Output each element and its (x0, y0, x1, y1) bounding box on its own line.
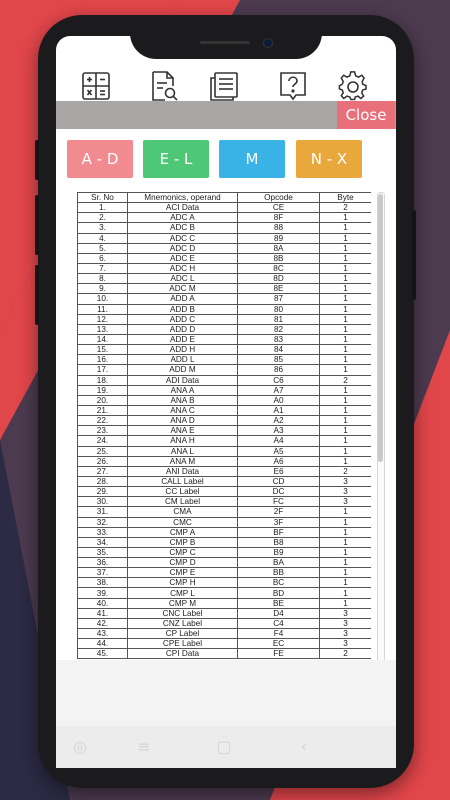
cell-opcode: 84 (238, 345, 320, 355)
cell-byte: 1 (320, 243, 372, 253)
cell-opcode: A5 (238, 446, 320, 456)
table-row[interactable] (78, 446, 372, 456)
cell-sr-no: 16. (78, 355, 128, 365)
cell-opcode: 82 (238, 324, 320, 334)
filter-m-button[interactable]: M (219, 140, 285, 178)
table-row[interactable] (78, 588, 372, 598)
cell-opcode: CE (238, 203, 320, 213)
table-row[interactable] (78, 365, 372, 375)
table-row[interactable] (78, 375, 372, 385)
circle-icon[interactable]: ◎ (73, 737, 87, 756)
cell-byte: 1 (320, 263, 372, 273)
cell-byte: 1 (320, 456, 372, 466)
cell-opcode: BF (238, 527, 320, 537)
cell-sr-no: 17. (78, 365, 128, 375)
cell-mnemonic: ADC B (128, 223, 238, 233)
cell-mnemonic: ADI Data (128, 375, 238, 385)
cell-mnemonic: ANA H (128, 436, 238, 446)
cell-byte: 1 (320, 537, 372, 547)
table-row[interactable] (78, 568, 372, 578)
cell-mnemonic: CNZ Label (128, 618, 238, 628)
document-list-icon[interactable] (209, 70, 239, 102)
cell-sr-no: 5. (78, 243, 128, 253)
cell-sr-no: 43. (78, 629, 128, 639)
cell-byte: 1 (320, 436, 372, 446)
table-row[interactable] (78, 487, 372, 497)
cell-sr-no: 2. (78, 213, 128, 223)
filter-a-d-button[interactable]: A - D (67, 140, 133, 178)
cell-opcode: B9 (238, 547, 320, 557)
cell-sr-no: 18. (78, 375, 128, 385)
cell-sr-no: 15. (78, 345, 128, 355)
table-row[interactable] (78, 578, 372, 588)
cell-opcode: A0 (238, 395, 320, 405)
cell-opcode: 3F (238, 517, 320, 527)
cell-opcode: BB (238, 568, 320, 578)
scrollbar-thumb[interactable] (378, 194, 383, 462)
cell-mnemonic: ADD A (128, 294, 238, 304)
cell-byte: 2 (320, 375, 372, 385)
cell-sr-no: 11. (78, 304, 128, 314)
table-row[interactable] (78, 263, 372, 273)
cell-byte: 1 (320, 517, 372, 527)
table-row[interactable] (78, 253, 372, 263)
opcode-table-container[interactable] (77, 192, 371, 660)
cell-sr-no: 38. (78, 578, 128, 588)
cell-mnemonic: CMP M (128, 598, 238, 608)
cell-mnemonic: CC Label (128, 487, 238, 497)
cell-mnemonic: ADC D (128, 243, 238, 253)
cell-mnemonic: CM Label (128, 497, 238, 507)
cell-mnemonic: CMP L (128, 588, 238, 598)
table-row[interactable] (78, 274, 372, 284)
cell-sr-no: 30. (78, 497, 128, 507)
phone-side-button (35, 195, 39, 255)
cell-mnemonic: ADC H (128, 263, 238, 273)
cell-opcode: 8B (238, 253, 320, 263)
speaker (200, 41, 250, 44)
cell-sr-no: 40. (78, 598, 128, 608)
cell-byte: 1 (320, 284, 372, 294)
cell-mnemonic: ANA C (128, 405, 238, 415)
phone-power-button (412, 210, 416, 300)
cell-mnemonic: CPI Data (128, 649, 238, 659)
opcode-table (77, 192, 371, 659)
cell-opcode: 86 (238, 365, 320, 375)
cell-mnemonic: ADD D (128, 324, 238, 334)
table-row[interactable] (78, 476, 372, 486)
table-row[interactable] (78, 395, 372, 405)
cell-opcode: BA (238, 558, 320, 568)
cell-byte: 1 (320, 274, 372, 284)
cell-opcode: FC (238, 497, 320, 507)
cell-mnemonic: ANA M (128, 456, 238, 466)
bottom-area (56, 660, 396, 726)
cell-mnemonic: ADD M (128, 365, 238, 375)
cell-mnemonic: ADC E (128, 253, 238, 263)
cell-opcode: A7 (238, 385, 320, 395)
table-row[interactable] (78, 639, 372, 649)
cell-sr-no: 19. (78, 385, 128, 395)
table-row[interactable] (78, 314, 372, 324)
cell-mnemonic: ADD E (128, 334, 238, 344)
cell-opcode: A4 (238, 436, 320, 446)
cell-byte: 3 (320, 487, 372, 497)
cell-opcode: 89 (238, 233, 320, 243)
cell-opcode: 85 (238, 355, 320, 365)
cell-mnemonic: CMP A (128, 527, 238, 537)
table-row[interactable] (78, 324, 372, 334)
table-row[interactable] (78, 243, 372, 253)
cell-byte: 2 (320, 466, 372, 476)
cell-mnemonic: CMC (128, 517, 238, 527)
cell-opcode: 2F (238, 507, 320, 517)
cell-sr-no: 23. (78, 426, 128, 436)
table-row[interactable] (78, 304, 372, 314)
cell-opcode: BD (238, 588, 320, 598)
cell-sr-no: 4. (78, 233, 128, 243)
cell-mnemonic: ANI Data (128, 466, 238, 476)
cell-sr-no: 35. (78, 547, 128, 557)
header-opcode: Opcode (238, 193, 320, 203)
cell-sr-no: 10. (78, 294, 128, 304)
cell-byte: 1 (320, 334, 372, 344)
table-row[interactable] (78, 233, 372, 243)
table-row[interactable] (78, 436, 372, 446)
cell-mnemonic: CMP B (128, 537, 238, 547)
table-row[interactable] (78, 507, 372, 517)
cell-sr-no: 13. (78, 324, 128, 334)
cell-opcode: 80 (238, 304, 320, 314)
cell-byte: 3 (320, 608, 372, 618)
cell-opcode: EC (238, 639, 320, 649)
table-row[interactable] (78, 608, 372, 618)
phone-side-button (35, 140, 39, 180)
cell-opcode: 8F (238, 213, 320, 223)
cell-byte: 1 (320, 304, 372, 314)
cell-byte: 1 (320, 253, 372, 263)
cell-mnemonic: ADC L (128, 274, 238, 284)
cell-sr-no: 39. (78, 588, 128, 598)
table-row[interactable] (78, 345, 372, 355)
cell-byte: 3 (320, 618, 372, 628)
cell-sr-no: 21. (78, 405, 128, 415)
cell-opcode: 81 (238, 314, 320, 324)
table-row[interactable] (78, 203, 372, 213)
back-icon[interactable]: ‹ (300, 737, 308, 756)
cell-sr-no: 26. (78, 456, 128, 466)
table-row[interactable] (78, 213, 372, 223)
close-button[interactable]: Close (337, 101, 395, 129)
cell-byte: 1 (320, 395, 372, 405)
cell-opcode: CD (238, 476, 320, 486)
cell-sr-no: 31. (78, 507, 128, 517)
cell-mnemonic: CPE Label (128, 639, 238, 649)
cell-byte: 1 (320, 527, 372, 537)
cell-byte: 1 (320, 385, 372, 395)
cell-byte: 1 (320, 578, 372, 588)
camera (263, 38, 273, 48)
cell-mnemonic: ANA L (128, 446, 238, 456)
table-row[interactable] (78, 547, 372, 557)
help-icon[interactable] (278, 70, 308, 102)
table-row[interactable] (78, 517, 372, 527)
cell-mnemonic: ANA D (128, 416, 238, 426)
cell-opcode: 83 (238, 334, 320, 344)
cell-byte: 1 (320, 223, 372, 233)
cell-byte: 2 (320, 203, 372, 213)
cell-byte: 2 (320, 649, 372, 659)
table-row[interactable] (78, 355, 372, 365)
cell-opcode: C4 (238, 618, 320, 628)
cell-sr-no: 33. (78, 527, 128, 537)
cell-mnemonic: CMA (128, 507, 238, 517)
cell-byte: 1 (320, 588, 372, 598)
table-row[interactable] (78, 537, 372, 547)
cell-opcode: A1 (238, 405, 320, 415)
cell-mnemonic: ADD B (128, 304, 238, 314)
table-row[interactable] (78, 598, 372, 608)
cell-sr-no: 1. (78, 203, 128, 213)
cell-byte: 3 (320, 476, 372, 486)
table-row[interactable] (78, 618, 372, 628)
cell-mnemonic: CMP C (128, 547, 238, 557)
square-icon[interactable]: ▢ (216, 737, 232, 756)
header-sr-no: Sr. No (78, 193, 128, 203)
table-row[interactable] (78, 416, 372, 426)
cell-opcode: BE (238, 598, 320, 608)
menu-icon[interactable]: ≡ (137, 737, 151, 756)
cell-opcode: 87 (238, 294, 320, 304)
cell-opcode: F4 (238, 629, 320, 639)
table-row[interactable] (78, 385, 372, 395)
table-row[interactable] (78, 466, 372, 476)
cell-byte: 1 (320, 365, 372, 375)
cell-sr-no: 14. (78, 334, 128, 344)
gear-icon[interactable] (338, 70, 368, 102)
cell-opcode: 8A (238, 243, 320, 253)
cell-byte: 1 (320, 568, 372, 578)
cell-byte: 1 (320, 405, 372, 415)
cell-byte: 1 (320, 355, 372, 365)
cell-sr-no: 3. (78, 223, 128, 233)
cell-mnemonic: ADD H (128, 345, 238, 355)
cell-sr-no: 9. (78, 284, 128, 294)
cell-sr-no: 36. (78, 558, 128, 568)
cell-mnemonic: CMP H (128, 578, 238, 588)
cell-mnemonic: ADD C (128, 314, 238, 324)
cell-opcode: E6 (238, 466, 320, 476)
calculator-icon[interactable] (81, 70, 111, 102)
cell-sr-no: 28. (78, 476, 128, 486)
table-row[interactable] (78, 405, 372, 415)
cell-byte: 1 (320, 547, 372, 557)
cell-opcode: 88 (238, 223, 320, 233)
cell-opcode: A2 (238, 416, 320, 426)
table-row[interactable] (78, 497, 372, 507)
cell-opcode: 8C (238, 263, 320, 273)
cell-byte: 1 (320, 507, 372, 517)
filter-e-l-button[interactable]: E - L (143, 140, 209, 178)
cell-sr-no: 37. (78, 568, 128, 578)
cell-sr-no: 12. (78, 314, 128, 324)
cell-opcode: A6 (238, 456, 320, 466)
table-row[interactable] (78, 456, 372, 466)
cell-byte: 1 (320, 233, 372, 243)
cell-sr-no: 44. (78, 639, 128, 649)
cell-opcode: C6 (238, 375, 320, 385)
cell-mnemonic: ANA B (128, 395, 238, 405)
table-row[interactable] (78, 629, 372, 639)
table-row[interactable] (78, 294, 372, 304)
cell-mnemonic: ADC M (128, 284, 238, 294)
cell-opcode: B8 (238, 537, 320, 547)
cell-opcode: DC (238, 487, 320, 497)
cell-opcode: 8D (238, 274, 320, 284)
cell-opcode: 8E (238, 284, 320, 294)
cell-mnemonic: CNC Label (128, 608, 238, 618)
cell-opcode: D4 (238, 608, 320, 618)
cell-sr-no: 20. (78, 395, 128, 405)
cell-byte: 1 (320, 213, 372, 223)
cell-opcode: A3 (238, 426, 320, 436)
table-row[interactable] (78, 649, 372, 659)
cell-sr-no: 41. (78, 608, 128, 618)
cell-mnemonic: ANA A (128, 385, 238, 395)
cell-sr-no: 24. (78, 436, 128, 446)
cell-byte: 1 (320, 324, 372, 334)
cell-byte: 1 (320, 345, 372, 355)
cell-byte: 1 (320, 314, 372, 324)
header-mnemonics: Mnemonics, operand (128, 193, 238, 203)
cell-mnemonic: CMP D (128, 558, 238, 568)
cell-sr-no: 7. (78, 263, 128, 273)
cell-byte: 1 (320, 416, 372, 426)
cell-byte: 3 (320, 497, 372, 507)
header-byte: Byte (320, 193, 372, 203)
cell-sr-no: 29. (78, 487, 128, 497)
cell-mnemonic: ANA E (128, 426, 238, 436)
table-header-row (78, 193, 372, 203)
table-row[interactable] (78, 223, 372, 233)
cell-byte: 1 (320, 598, 372, 608)
cell-sr-no: 42. (78, 618, 128, 628)
cell-mnemonic: CP Label (128, 629, 238, 639)
notch (130, 15, 322, 59)
table-row[interactable] (78, 284, 372, 294)
cell-sr-no: 6. (78, 253, 128, 263)
cell-sr-no: 27. (78, 466, 128, 476)
cell-byte: 3 (320, 629, 372, 639)
cell-byte: 1 (320, 558, 372, 568)
cell-opcode: BC (238, 578, 320, 588)
file-search-icon[interactable] (149, 70, 179, 102)
cell-sr-no: 25. (78, 446, 128, 456)
cell-mnemonic: ACI Data (128, 203, 238, 213)
cell-byte: 1 (320, 294, 372, 304)
cell-mnemonic: ADC A (128, 213, 238, 223)
cell-mnemonic: CALL Label (128, 476, 238, 486)
table-row[interactable] (78, 334, 372, 344)
cell-mnemonic: CMP E (128, 568, 238, 578)
cell-mnemonic: ADD L (128, 355, 238, 365)
phone-side-button (35, 265, 39, 325)
cell-sr-no: 22. (78, 416, 128, 426)
cell-mnemonic: ADC C (128, 233, 238, 243)
cell-sr-no: 45. (78, 649, 128, 659)
filter-n-x-button[interactable]: N - X (296, 140, 362, 178)
table-row[interactable] (78, 527, 372, 537)
table-row[interactable] (78, 558, 372, 568)
cell-sr-no: 34. (78, 537, 128, 547)
cell-byte: 1 (320, 446, 372, 456)
cell-byte: 1 (320, 426, 372, 436)
cell-byte: 3 (320, 639, 372, 649)
cell-opcode: FE (238, 649, 320, 659)
cell-sr-no: 8. (78, 274, 128, 284)
table-row[interactable] (78, 426, 372, 436)
cell-sr-no: 32. (78, 517, 128, 527)
